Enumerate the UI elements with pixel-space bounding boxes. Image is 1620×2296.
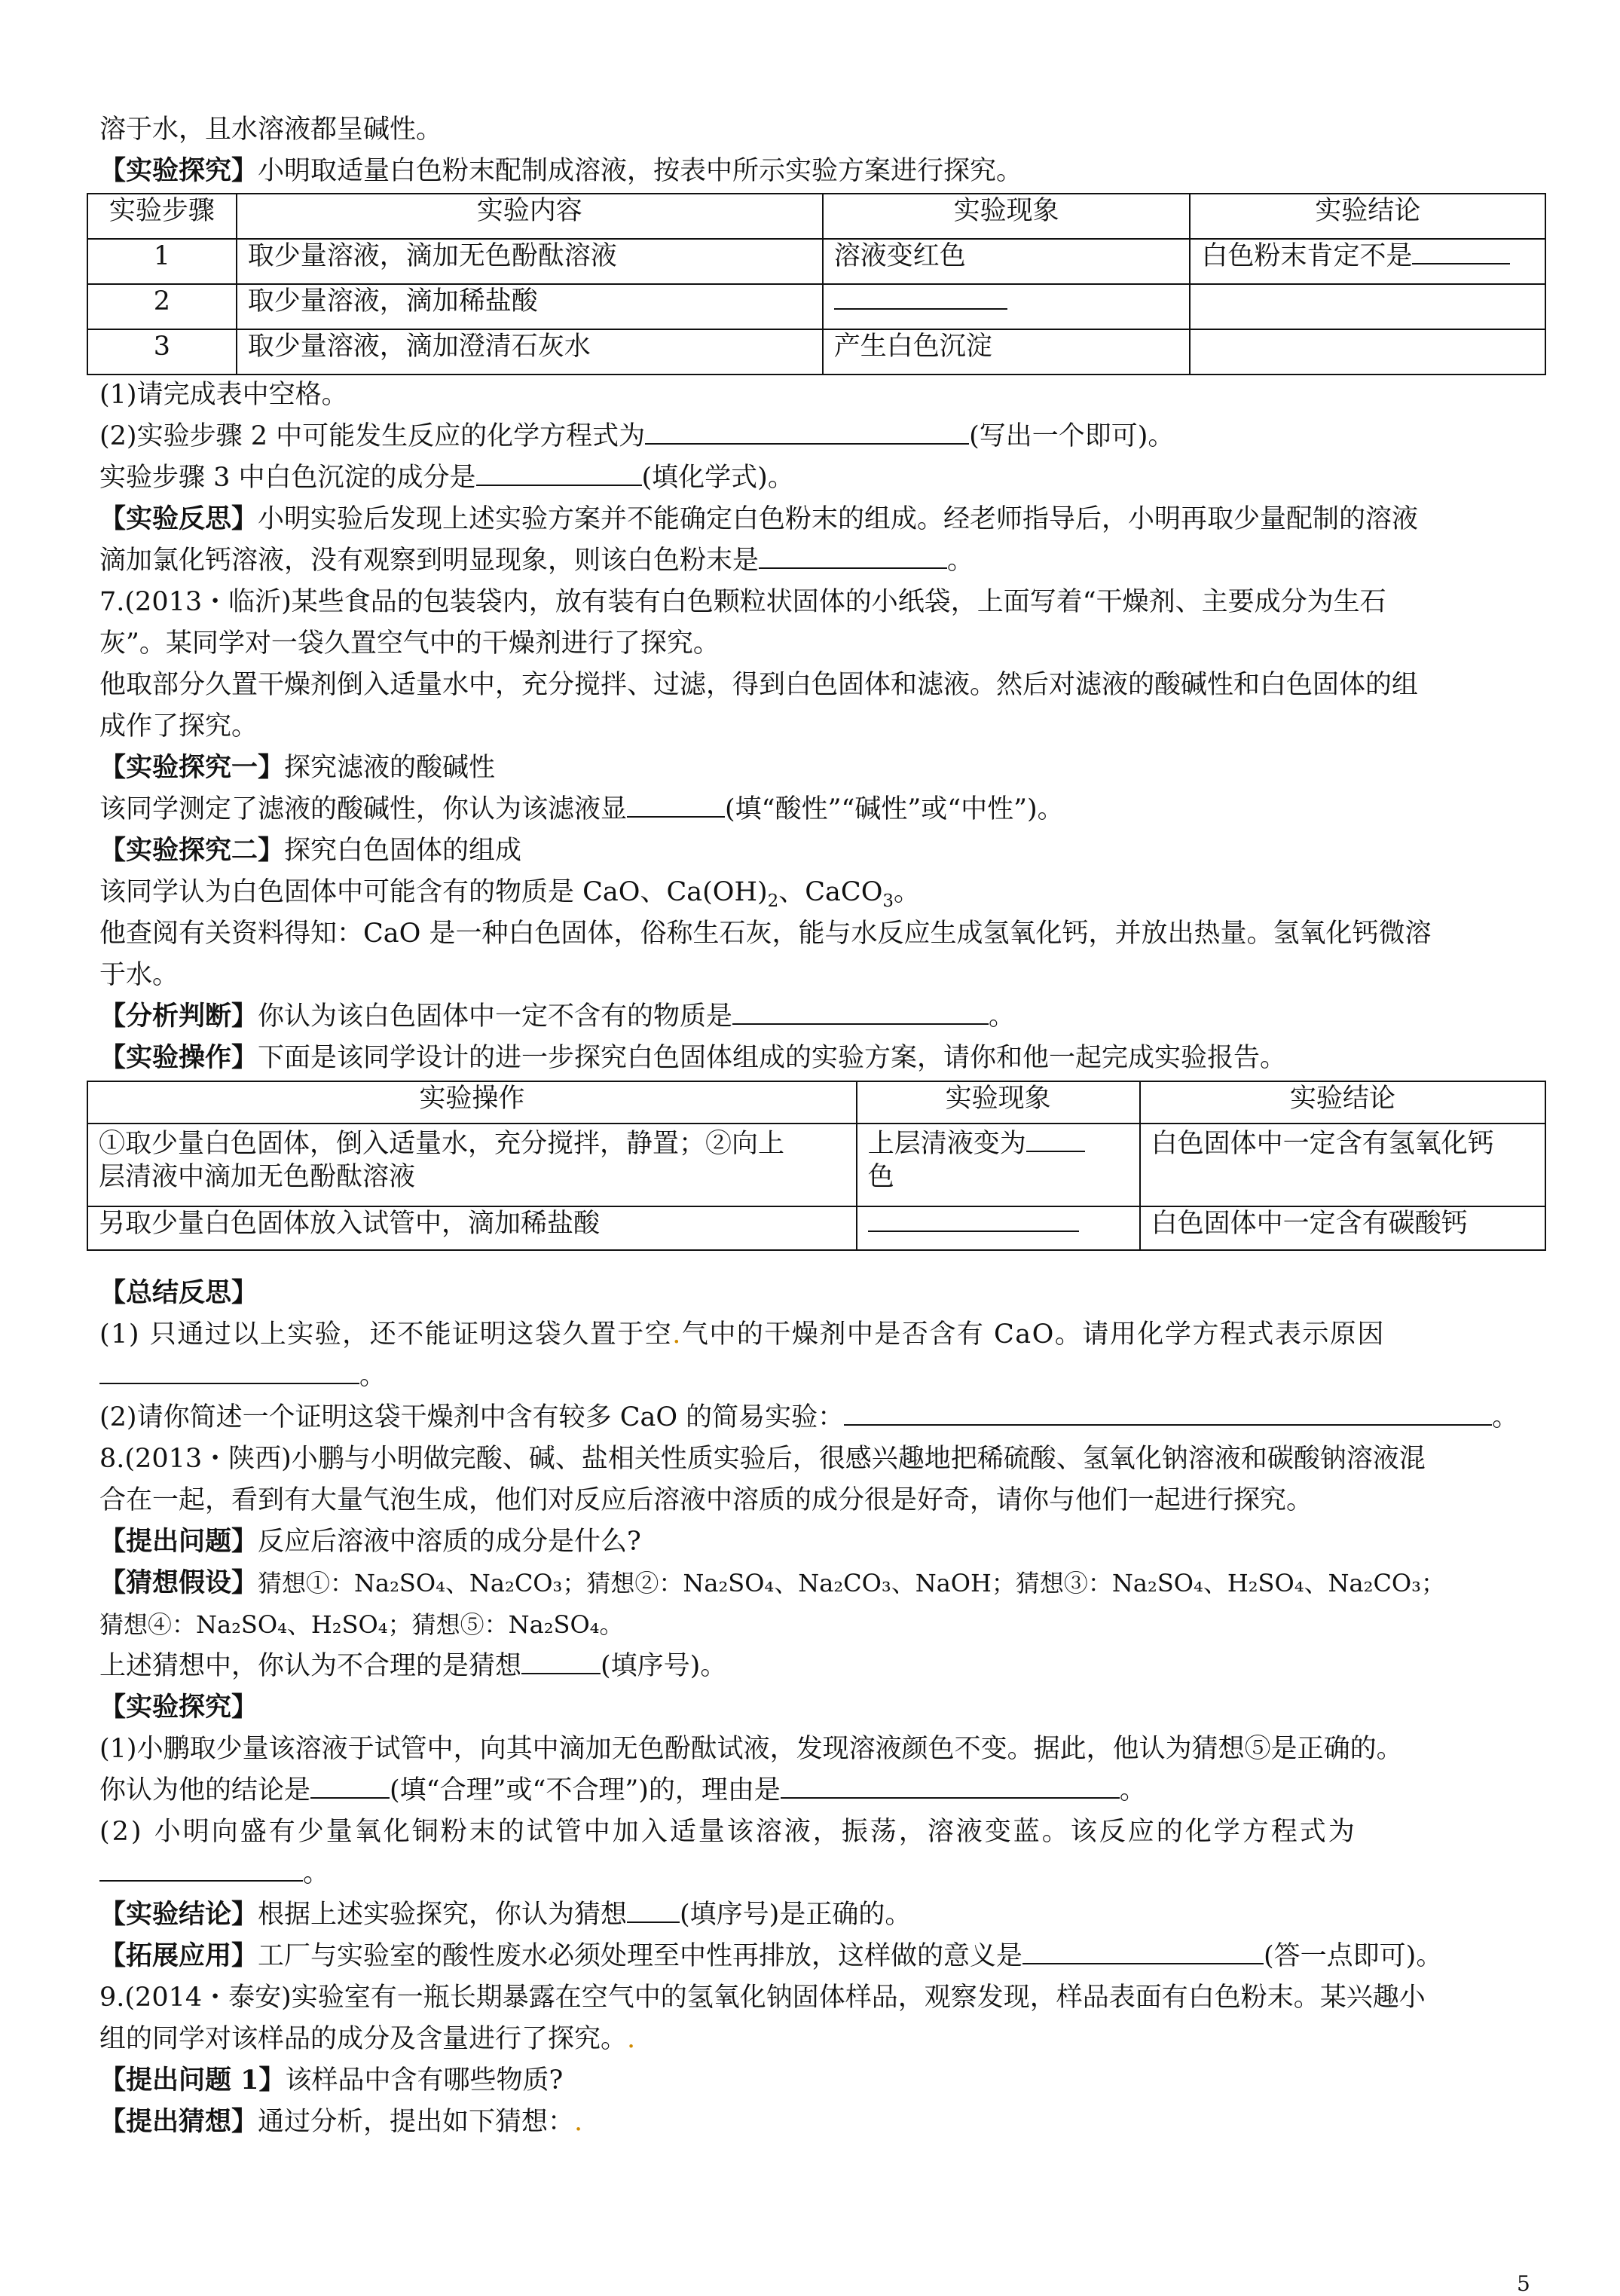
text-line: 【总结反思】 — [99, 1277, 258, 1308]
text-line: 成作了探究。 — [99, 711, 258, 741]
text-line: (2)实验步骤 2 中可能发生反应的化学方程式为 (写出一个即可)。 — [99, 421, 1175, 451]
table-header: 实验结论 — [1140, 1081, 1545, 1124]
table-cell: 2 — [87, 284, 237, 329]
answer-blank[interactable] — [645, 420, 969, 445]
table-cell — [857, 1206, 1140, 1250]
text-line: 于水。 — [99, 960, 179, 990]
table-header: 实验现象 — [857, 1081, 1140, 1124]
text-line: 滴加氯化钙溶液，没有观察到明显现象，则该白色粉末是 。 — [99, 546, 974, 576]
text-line: (1)小鹏取少量该溶液于试管中，向其中滴加无色酚酞试液，发现溶液颜色不变。据此，他认为猜想⑤是正确的。 — [99, 1734, 1403, 1764]
text-line: 【分析判断】你认为该白色固体中一定不含有的物质是 。 — [99, 1001, 1016, 1032]
answer-blank[interactable] — [1026, 1128, 1085, 1152]
text-line: 7.(2013・临沂)某些食品的包装袋内，放有装有白色颗粒状固体的小纸袋，上面写着“干燥剂、主要成分为生石 — [99, 587, 1386, 617]
text-line: 9.(2014・泰安)实验室有一瓶长期暴露在空气中的氢氧化钠固体样品，观察发现，样品表面有白色粉末。某兴趣小 — [99, 1983, 1426, 2013]
answer-blank[interactable] — [759, 545, 947, 569]
text-line: 8.(2013・陕西)小鹏与小明做完酸、碱、盐相关性质实验后，很感兴趣地把稀硫酸、氢氧化钠溶液和碳酸钠溶液混 — [99, 1444, 1426, 1474]
text-line: 。 — [99, 1359, 386, 1393]
text-line: 【猜想假设】猜想①：Na₂SO₄、Na₂CO₃；猜想②：Na₂SO₄、Na₂CO₃、NaOH；猜想③：Na₂SO₄、H₂SO₄、Na₂CO₃； — [99, 1567, 1445, 1598]
answer-blank[interactable] — [868, 1208, 1079, 1232]
answer-blank[interactable] — [844, 1402, 1492, 1426]
table-cell: 产生白色沉淀 — [823, 329, 1191, 375]
table-cell: 另取少量白色固体放入试管中，滴加稀盐酸 — [87, 1206, 857, 1250]
text-line: 你认为他的结论是 (填“合理”或“不合理”)的，理由是 。 — [99, 1775, 1146, 1805]
text-line: (2) 小明向盛有少量氧化铜粉末的试管中加入适量该溶液，振荡，溶液变蓝。该反应的化学方程式为 — [99, 1817, 1357, 1847]
table-cell: 白色固体中一定含有氢氧化钙 — [1140, 1124, 1545, 1206]
table-cell: ①取少量白色固体，倒入适量水，充分搅拌，静置；②向上 层清液中滴加无色酚酞溶液 — [87, 1124, 857, 1206]
text-line: 【实验结论】根据上述实验探究，你认为猜想 (填序号)是正确的。 — [99, 1899, 912, 1930]
text-line: 【实验反思】小明实验后发现上述实验方案并不能确定白色粉末的组成。经老师指导后，小明再取少量配制的溶液 — [99, 503, 1419, 534]
answer-blank[interactable] — [310, 1775, 390, 1799]
table-header: 实验现象 — [823, 194, 1191, 239]
text-line: 猜想④：Na₂SO₄、H₂SO₄；猜想⑤：Na₂SO₄。 — [99, 1610, 624, 1639]
table-cell: 溶液变红色 — [823, 239, 1191, 284]
table-cell: 取少量溶液，滴加无色酚酞溶液 — [237, 239, 823, 284]
text-line: 【提出猜想】通过分析，提出如下猜想：. — [99, 2106, 583, 2137]
text-line: (2)请你简述一个证明这袋干燥剂中含有较多 CaO 的简易实验： 。 — [99, 1402, 1519, 1432]
table-cell: 1 — [87, 239, 237, 284]
text-line: 他查阅有关资料得知：CaO 是一种白色固体，俗称生石灰，能与水反应生成氢氧化钙，并放出热量。氢氧化钙微溶 — [99, 919, 1432, 949]
table-header: 实验步骤 — [87, 194, 237, 239]
text-line: 【实验探究二】探究白色固体的组成 — [99, 835, 522, 866]
text-line: 【实验探究】小明取适量白色粉末配制成溶液，按表中所示实验方案进行探究。 — [99, 155, 1023, 186]
experiment-table-2 — [87, 1081, 1546, 1251]
answer-blank[interactable] — [1412, 240, 1510, 264]
table-cell: 3 — [87, 329, 237, 375]
text-line: 【提出问题 1】该样品中含有哪些物质? — [99, 2065, 564, 2096]
table-header: 实验内容 — [237, 194, 823, 239]
text-line: 溶于水，且水溶液都呈碱性。 — [99, 115, 443, 145]
answer-blank[interactable] — [781, 1775, 1120, 1799]
text-line: (1)请完成表中空格。 — [99, 380, 348, 410]
answer-blank[interactable] — [732, 1001, 989, 1025]
answer-blank[interactable] — [627, 793, 725, 818]
text-line: 他取部分久置干燥剂倒入适量水中，充分搅拌、过滤，得到白色固体和滤液。然后对滤液的酸碱性和白色固体的组 — [99, 670, 1419, 700]
table-cell — [823, 284, 1191, 329]
text-line: 【提出问题】反应后溶液中溶质的成分是什么? — [99, 1526, 641, 1557]
table-cell: 白色粉末肯定不是 — [1190, 239, 1545, 284]
table-cell: 取少量溶液，滴加澄清石灰水 — [237, 329, 823, 375]
text-line: 【实验操作】下面是该同学设计的进一步探究白色固体组成的实验方案，请你和他一起完成实验报告。 — [99, 1042, 1287, 1073]
text-line: 【实验探究一】探究滤液的酸碱性 — [99, 752, 496, 783]
text-line: 组的同学对该样品的成分及含量进行了探究。. — [99, 2024, 636, 2054]
text-line: 【实验探究】 — [99, 1692, 258, 1723]
table-cell — [1190, 284, 1545, 329]
table-header: 实验操作 — [87, 1081, 857, 1124]
text-line: 该同学测定了滤液的酸碱性，你认为该滤液显 (填“酸性”“碱性”或“中性”)。 — [99, 794, 1064, 824]
text-line: 【拓展应用】工厂与实验室的酸性废水必须处理至中性再排放，这样做的意义是 (答一点即可)。 — [99, 1940, 1443, 1971]
answer-blank[interactable] — [99, 1857, 303, 1882]
answer-blank[interactable] — [476, 462, 642, 486]
table-cell: 取少量溶液，滴加稀盐酸 — [237, 284, 823, 329]
page-number: 5 — [1517, 2271, 1530, 2296]
text-line: 该同学认为白色固体中可能含有的物质是 CaO、$Ca(OH)_2$、CaCO$_3$。 — [99, 877, 921, 911]
table-cell: 上层清液变为 色 — [857, 1124, 1140, 1206]
table-cell: 白色固体中一定含有碳酸钙 — [1140, 1206, 1545, 1250]
experiment-table-1 — [87, 193, 1546, 375]
text-line: 合在一起，看到有大量气泡生成，他们对反应后溶液中溶质的成分很是好奇，请你与他们一起进行探究。 — [99, 1485, 1313, 1515]
answer-blank[interactable] — [99, 1360, 359, 1384]
answer-blank[interactable] — [521, 1650, 601, 1674]
table-cell — [1190, 329, 1545, 375]
answer-blank[interactable] — [627, 1899, 680, 1923]
text-line: 上述猜想中，你认为不合理的是猜想 (填序号)。 — [99, 1651, 727, 1681]
answer-blank[interactable] — [1022, 1940, 1264, 1964]
text-line: (1) 只通过以上实验，还不能证明这袋久置于空.气中的干燥剂中是否含有 CaO。请用化学方程式表示原因 — [99, 1319, 1385, 1350]
text-line: 实验步骤 3 中白色沉淀的成分是 (填化学式)。 — [99, 463, 794, 493]
table-header: 实验结论 — [1190, 194, 1545, 239]
text-line: 。 — [99, 1857, 329, 1890]
answer-blank[interactable] — [834, 286, 1007, 310]
text-line: 灰”。某同学对一袋久置空气中的干燥剂进行了探究。 — [99, 628, 720, 659]
